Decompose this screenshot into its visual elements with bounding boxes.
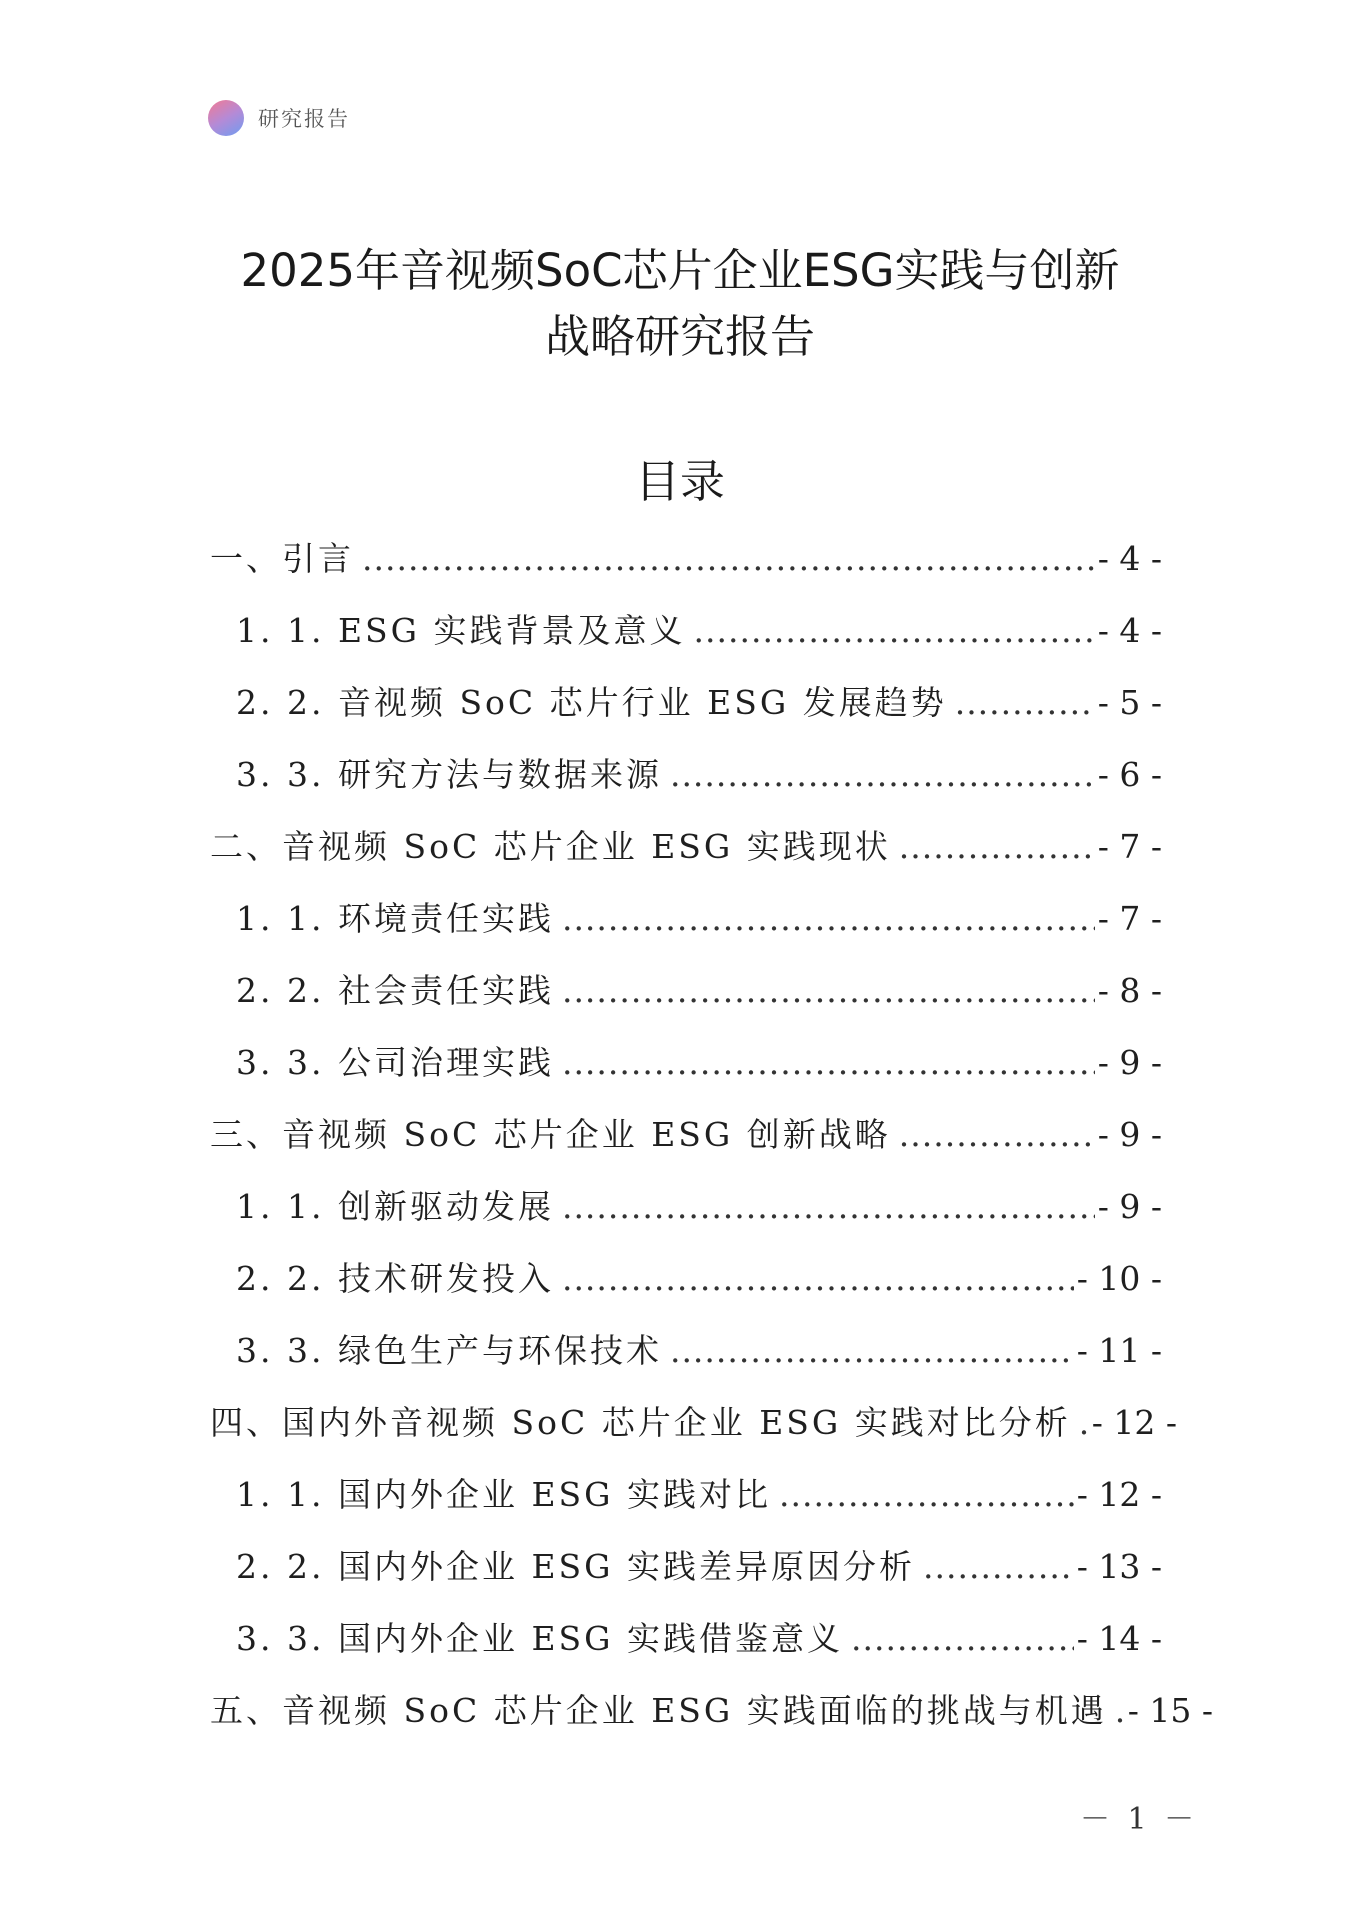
toc-entry-page: - 12 - [1091, 1403, 1178, 1442]
toc-entry-page: - 12 - [1076, 1475, 1162, 1514]
toc-dot-leader [955, 667, 1095, 739]
toc-entry-title: 3. 3. 研究方法与数据来源 [236, 755, 662, 794]
toc-entry-page: - 9 - [1097, 1187, 1162, 1226]
toc-entry-title: 2. 2. 技术研发投入 [236, 1259, 554, 1298]
toc-entry-title: 2. 2. 社会责任实践 [236, 971, 554, 1010]
toc-dot-leader [670, 739, 1095, 811]
toc-entry[interactable] [210, 1603, 1162, 1675]
toc-entry[interactable] [210, 523, 1162, 595]
toc-entry-page: - 15 - [1127, 1691, 1214, 1730]
toc-entry-title: 2. 2. 国内外企业 ESG 实践差异原因分析 [236, 1547, 915, 1586]
toc-entry-title: 3. 3. 公司治理实践 [236, 1043, 554, 1082]
toc-entry-title: 三、音视频 SoC 芯片企业 ESG 创新战略 [210, 1115, 891, 1154]
toc-entry[interactable] [210, 1315, 1162, 1387]
table-of-contents [210, 523, 1214, 1747]
toc-entry-page: - 5 - [1097, 683, 1162, 722]
toc-dot-leader [562, 1243, 1074, 1315]
toc-entry[interactable] [210, 1099, 1162, 1171]
document-title [180, 238, 1180, 370]
toc-entry[interactable] [210, 1027, 1162, 1099]
toc-entry[interactable] [210, 1171, 1162, 1243]
toc-dot-leader [1079, 1387, 1089, 1459]
toc-entry[interactable] [210, 1387, 1178, 1459]
toc-entry[interactable] [210, 955, 1162, 1027]
page-number: － 1 － [1080, 1802, 1199, 1837]
toc-entry[interactable] [210, 1531, 1162, 1603]
toc-entry[interactable] [210, 1675, 1214, 1747]
toc-entry-title: 1. 1. 国内外企业 ESG 实践对比 [236, 1475, 771, 1514]
toc-dot-leader [562, 955, 1095, 1027]
document-title-line-2: 战略研究报告 [544, 310, 815, 363]
toc-entry-title: 二、音视频 SoC 芯片企业 ESG 实践现状 [210, 827, 891, 866]
toc-entry-page: - 7 - [1097, 899, 1162, 938]
toc-entry-page: - 6 - [1097, 755, 1162, 794]
toc-dot-leader [694, 595, 1095, 667]
toc-dot-leader [562, 883, 1095, 955]
toc-entry-title: 3. 3. 绿色生产与环保技术 [236, 1331, 662, 1370]
toc-entry-page: - 4 - [1097, 539, 1162, 578]
toc-entry[interactable] [210, 667, 1162, 739]
toc-entry-title: 五、音视频 SoC 芯片企业 ESG 实践面临的挑战与机遇 [210, 1691, 1107, 1730]
toc-entry-title: 2. 2. 音视频 SoC 芯片行业 ESG 发展趋势 [236, 683, 947, 722]
toc-dot-leader [899, 811, 1095, 883]
toc-entry[interactable] [210, 739, 1162, 811]
toc-dot-leader [562, 1027, 1095, 1099]
document-title-line-1: 2025年音视频SoC芯片企业ESG实践与创新 [240, 244, 1120, 297]
toc-entry-page: - 11 - [1076, 1331, 1162, 1370]
toc-entry-page: - 9 - [1097, 1043, 1162, 1082]
report-logo-icon [208, 100, 244, 136]
toc-entry-title: 四、国内外音视频 SoC 芯片企业 ESG 实践对比分析 [210, 1403, 1071, 1442]
header-label: 研究报告 [258, 107, 350, 131]
toc-entry-page: - 13 - [1076, 1547, 1162, 1586]
toc-dot-leader [779, 1459, 1074, 1531]
toc-entry-page: - 10 - [1076, 1259, 1162, 1298]
toc-entry-title: 1. 1. ESG 实践背景及意义 [236, 611, 686, 650]
toc-entry-page: - 7 - [1097, 827, 1162, 866]
toc-entry-title: 3. 3. 国内外企业 ESG 实践借鉴意义 [236, 1619, 843, 1658]
toc-entry[interactable] [210, 811, 1162, 883]
toc-entry-title: 1. 1. 创新驱动发展 [236, 1187, 554, 1226]
toc-dot-leader [562, 1171, 1095, 1243]
toc-entry-title: 一、引言 [210, 539, 354, 578]
toc-entry-title: 1. 1. 环境责任实践 [236, 899, 554, 938]
toc-dot-leader [899, 1099, 1095, 1171]
toc-entry-page: - 14 - [1076, 1619, 1162, 1658]
toc-entry-page: - 9 - [1097, 1115, 1162, 1154]
toc-dot-leader [923, 1531, 1074, 1603]
toc-heading: 目录 [634, 455, 725, 508]
page-header [208, 98, 350, 138]
toc-entry[interactable] [210, 1459, 1162, 1531]
toc-dot-leader [362, 523, 1095, 595]
toc-entry-page: - 8 - [1097, 971, 1162, 1010]
toc-entry[interactable] [210, 1243, 1162, 1315]
toc-entry[interactable] [210, 595, 1162, 667]
toc-entry-page: - 4 - [1097, 611, 1162, 650]
toc-dot-leader [670, 1315, 1074, 1387]
toc-entry[interactable] [210, 883, 1162, 955]
toc-dot-leader [1115, 1675, 1125, 1747]
toc-dot-leader [851, 1603, 1074, 1675]
